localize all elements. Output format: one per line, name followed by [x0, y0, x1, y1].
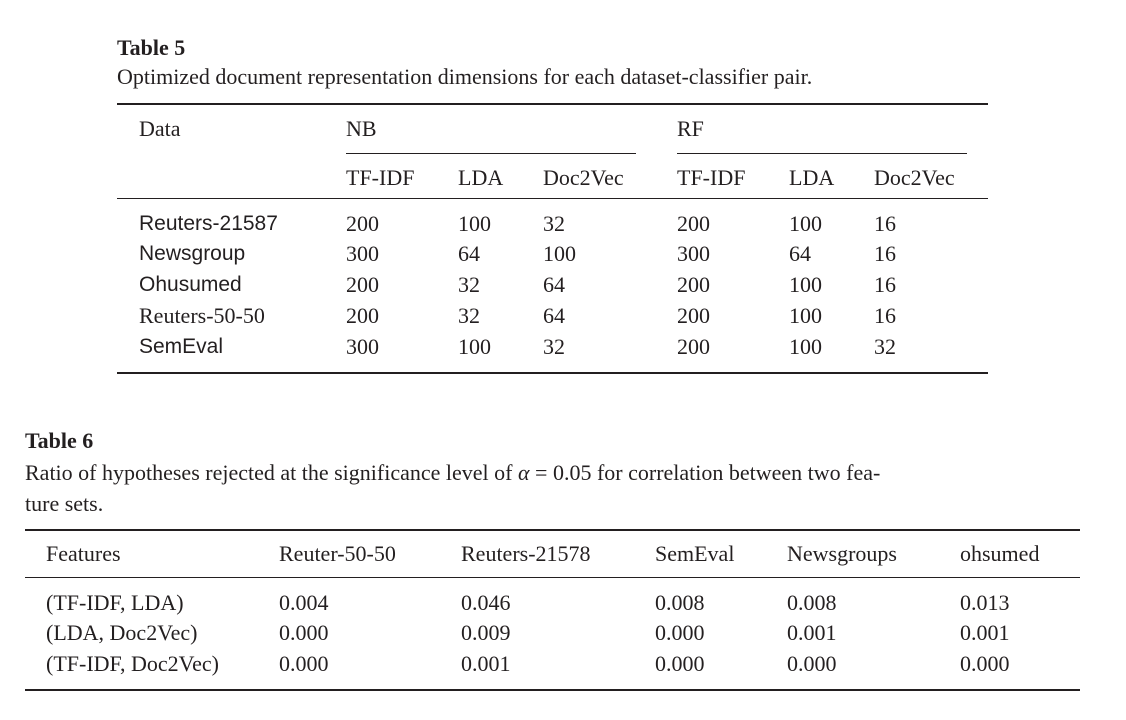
cell-value: 100: [789, 334, 822, 359]
table6-caption-line1: [25, 458, 880, 488]
column-header: Reuter-50-50: [279, 541, 396, 566]
row-label: Newsgroup: [139, 242, 246, 265]
cell-value: 64: [543, 272, 565, 297]
cell-value: 300: [677, 241, 710, 266]
cell-value: 200: [677, 272, 710, 297]
column-header: SemEval: [655, 541, 735, 566]
cell-value: 0.004: [279, 590, 329, 615]
cell-value: 0.046: [461, 590, 511, 615]
table6-caption-line2: ture sets.: [25, 491, 104, 516]
cell-value: 16: [874, 272, 896, 297]
table6-mid-rule: [25, 577, 1080, 578]
cell-value: 0.000: [787, 651, 837, 676]
row-label: (TF-IDF, LDA): [46, 590, 184, 615]
table5-nb-rule: [346, 153, 636, 154]
cell-value: 32: [543, 334, 565, 359]
column-header: Reuters-21578: [461, 541, 591, 566]
cell-value: 100: [458, 211, 491, 236]
cell-value: 0.008: [655, 590, 705, 615]
table5-top-rule: [117, 103, 988, 105]
row-label: Reuters-50-50: [139, 303, 265, 328]
table6-label: Table 6: [25, 428, 94, 453]
cell-value: 100: [789, 211, 822, 236]
alpha-symbol: α: [517, 460, 530, 485]
column-header: Features: [46, 541, 121, 566]
table5-subheader: LDA: [458, 165, 504, 190]
cell-value: 0.001: [461, 651, 511, 676]
row-label: (LDA, Doc2Vec): [46, 620, 198, 645]
cell-value: 200: [677, 211, 710, 236]
cell-value: 0.000: [655, 620, 705, 645]
cell-value: 300: [346, 334, 379, 359]
cell-value: 32: [458, 272, 480, 297]
cell-value: 100: [789, 303, 822, 328]
table5-subheader: TF-IDF: [346, 165, 415, 190]
cell-value: 0.009: [461, 620, 511, 645]
table5-caption: Optimized document representation dimensions for each dataset-classifier pair.: [117, 64, 813, 89]
row-label: Ohusumed: [139, 273, 242, 296]
cell-value: 200: [346, 303, 379, 328]
row-label: Reuters-21587: [139, 212, 278, 235]
cell-value: 200: [346, 211, 379, 236]
table6-top-rule: [25, 529, 1080, 531]
cell-value: 32: [874, 334, 896, 359]
table5-rf-rule: [677, 153, 967, 154]
table5-label: Table 5: [117, 35, 186, 60]
cell-value: 16: [874, 241, 896, 266]
table5-header-data: Data: [139, 116, 181, 141]
table5-subheader: Doc2Vec: [543, 165, 624, 190]
table6-bottom-rule: [25, 689, 1080, 691]
cell-value: 0.001: [960, 620, 1010, 645]
caption-text: = 0.05 for correlation between two fea-: [529, 460, 881, 485]
cell-value: 100: [789, 272, 822, 297]
cell-value: 0.000: [279, 620, 329, 645]
cell-value: 64: [543, 303, 565, 328]
cell-value: 0.000: [960, 651, 1010, 676]
table5-subheader: TF-IDF: [677, 165, 746, 190]
cell-value: 300: [346, 241, 379, 266]
cell-value: 16: [874, 211, 896, 236]
cell-value: 0.000: [279, 651, 329, 676]
cell-value: 0.013: [960, 590, 1010, 615]
column-header: ohsumed: [960, 541, 1040, 566]
table5-header-rf: RF: [677, 116, 704, 141]
table5-bottom-rule: [117, 372, 988, 374]
row-label: SemEval: [139, 335, 224, 358]
table5-header-nb: NB: [346, 116, 377, 141]
cell-value: 64: [789, 241, 811, 266]
table5-subheader: Doc2Vec: [874, 165, 955, 190]
cell-value: 0.008: [787, 590, 837, 615]
cell-value: 200: [677, 303, 710, 328]
row-label: (TF-IDF, Doc2Vec): [46, 651, 219, 676]
caption-text: Ratio of hypotheses rejected at the significance level of: [25, 460, 518, 485]
cell-value: 200: [677, 334, 710, 359]
cell-value: 200: [346, 272, 379, 297]
cell-value: 32: [458, 303, 480, 328]
column-header: Newsgroups: [787, 541, 897, 566]
cell-value: 32: [543, 211, 565, 236]
cell-value: 0.000: [655, 651, 705, 676]
cell-value: 100: [458, 334, 491, 359]
cell-value: 0.001: [787, 620, 837, 645]
cell-value: 100: [543, 241, 576, 266]
cell-value: 16: [874, 303, 896, 328]
table5-mid-rule: [117, 198, 988, 199]
table5-subheader: LDA: [789, 165, 835, 190]
cell-value: 64: [458, 241, 480, 266]
